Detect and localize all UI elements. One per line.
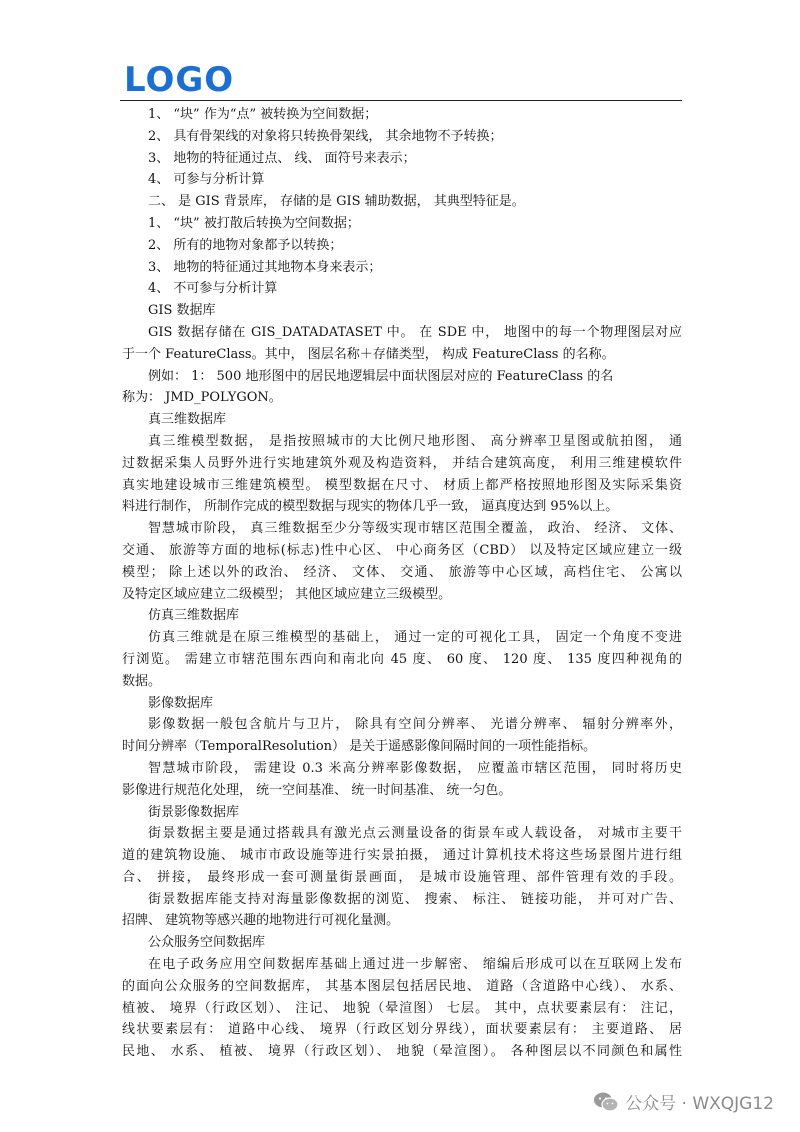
- text-line: 在电子政务应用空间数据库基础上通过进一步解密、 缩编后形成可以在互联网上发布: [148, 957, 682, 973]
- text-line: GIS 数据库: [148, 303, 216, 319]
- text-line: 影像数据一般包含航片与卫片， 除具有空间分辨率、 光谱分辨率、 辐射分辨率外，: [148, 717, 682, 733]
- text-line: 智慧城市阶段， 需建设 0.3 米高分辨率影像数据， 应覆盖市辖区范围， 同时将历史: [148, 760, 682, 776]
- document-body: [122, 104, 682, 1063]
- text-line: 4、 不可参与分析计算: [148, 281, 278, 297]
- text-line: 真三维数据库: [148, 412, 227, 428]
- text-line: 植被、 境界（行政区划）、 注记、 地貌（晕渲图） 七层。 其中，点状要素层有： 注记，: [122, 1000, 682, 1016]
- text-line: 数据。: [122, 673, 162, 689]
- text-line: 影像数据库: [148, 695, 214, 711]
- text-line: 街景数据库能支持对海量影像数据的浏览、 搜索、 标注、 链接功能， 并可对广告、: [148, 891, 682, 907]
- text-line: 例如： 1： 500 地形图中的居民地逻辑层中面状图层对应的 FeatureClass 的名: [148, 368, 614, 384]
- logo: LOGO: [124, 60, 235, 100]
- text-line: 二、 是 GIS 背景库， 存储的是 GIS 辅助数据， 其典型特征是。: [148, 194, 525, 210]
- text-line: 仿真三维数据库: [148, 608, 240, 624]
- text-line: 街景数据主要是通过搭载具有激光点云测量设备的街景车或人载设备， 对城市主要干: [148, 826, 682, 842]
- text-line: 过数据采集人员野外进行实地建筑外观及构造资料， 并结合建筑高度， 利用三维建模软件: [122, 455, 682, 471]
- text-line: 1、 “块” 被打散后转换为空间数据；: [148, 215, 360, 231]
- text-line: 料进行制作， 所制作完成的模型数据与现实的物体几乎一致， 逼真度达到 95%以上。: [122, 499, 619, 515]
- text-line: 仿真三维就是在原三维模型的基础上， 通过一定的可视化工具， 固定一个角度不变进: [148, 630, 682, 646]
- text-line: 交通、 旅游等方面的地标(标志)性中心区、 中心商务区（CBD） 以及特定区域应建立一级: [122, 542, 682, 558]
- text-line: 4、 可参与分析计算: [148, 172, 265, 188]
- wechat-icon: [593, 1091, 619, 1113]
- text-line: 于一个 FeatureClass。其中， 图层名称＋存储类型， 构成 FeatureClass 的名称。: [122, 346, 615, 362]
- text-line: 1、 “块” 作为“点” 被转换为空间数据；: [148, 107, 378, 122]
- text-line: 智慧城市阶段， 真三维数据至少分等级实现市辖区范围全覆盖， 政治、 经济、 文体、: [148, 521, 682, 537]
- text-line: 模型； 除上述以外的政治、 经济、 文体、 交通、 旅游等中心区域，高档住宅、 公寓以: [122, 564, 682, 580]
- text-line: 真实地建设城市三维建筑模型。 模型数据在尺寸、 材质上都严格按照地形图及实际采集资: [122, 477, 682, 493]
- text-line: 道的建筑物设施、 城市市政设施等进行实景拍摄， 通过计算机技术将这些场景图片进行组: [122, 848, 682, 864]
- text-line: 真三维模型数据， 是指按照城市的大比例尺地形图、 高分辨率卫星图或航拍图， 通: [148, 433, 682, 449]
- watermark-label: 公众号 · WXQJG12: [625, 1094, 774, 1114]
- text-line: GIS 数据存储在 GIS_DATADATASET 中。 在 SDE 中， 地图中的每一个物理图层对应: [148, 324, 682, 340]
- text-line: 行浏览。 需建立市辖范围东西向和南北向 45 度、 60 度、 120 度、 135 度四种视角的: [122, 651, 682, 667]
- text-line: 线状要素层有： 道路中心线、 境界（行政区划分界线），面状要素层有： 主要道路、 居: [122, 1022, 682, 1038]
- text-line: 及特定区域应建立二级模型； 其他区域应建立三级模型。: [122, 586, 452, 602]
- text-line: 招牌、 建筑物等感兴趣的地物进行可视化量测。: [122, 913, 400, 929]
- watermark: [593, 1089, 774, 1114]
- text-line: 2、 所有的地物对象都予以转换；: [148, 237, 343, 253]
- text-line: 合、 拼接， 最终形成一套可测量街景画面， 是城市设施管理、部件管理有效的手段。: [122, 869, 682, 885]
- text-line: 的面向公众服务的空间数据库， 其基本图层包括居民地、 道路（含道路中心线）、 水系、: [122, 978, 682, 994]
- text-line: 影像进行规范化处理， 统一空间基准、 统一时间基准、 统一匀色。: [122, 782, 512, 798]
- text-line: 3、 地物的特征通过其地物本身来表示；: [148, 259, 382, 275]
- text-line: 民地、 水系、 植被、 境界（行政区划）、 地貌（晕渲图）。 各种图层以不同颜色和属性: [122, 1044, 682, 1060]
- text-line: 公众服务空间数据库: [148, 935, 266, 951]
- header-rule: [120, 100, 682, 101]
- text-line: 2、 具有骨架线的对象将只转换骨架线， 其余地物不予转换；: [148, 128, 503, 144]
- text-line: 街景影像数据库: [148, 804, 240, 820]
- text-line: 时间分辨率（TemporalResolution） 是关于遥感影像间隔时间的一项性能指标。: [122, 739, 597, 755]
- text-line: 称为： JMD_POLYGON。: [122, 390, 282, 406]
- text-line: 3、 地物的特征通过点、 线、 面符号来表示；: [148, 150, 416, 166]
